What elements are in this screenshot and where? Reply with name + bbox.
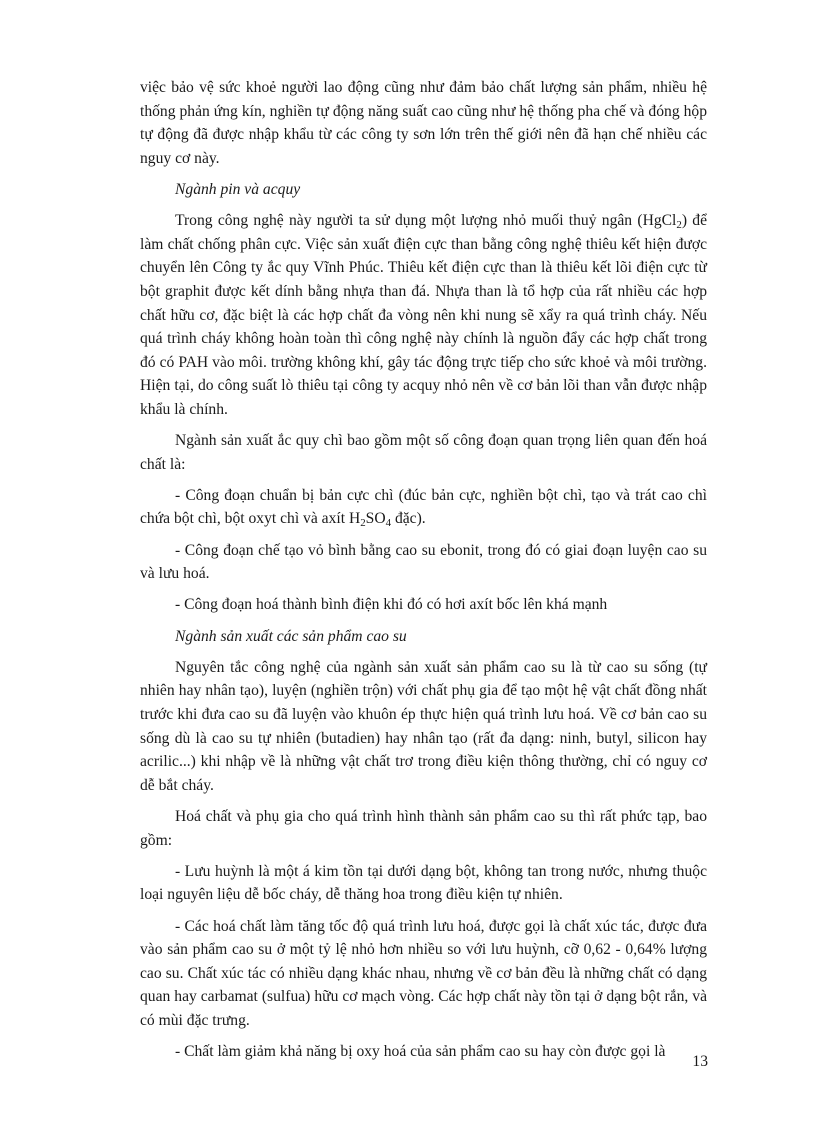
paragraph: Ngành sản xuất ắc quy chì bao gồm một số công đoạn quan trọng liên quan đến hoá chất là: <box>140 432 707 473</box>
list-item: - Chất làm giảm khả năng bị oxy hoá của sản phẩm cao su hay còn được gọi là <box>175 1043 666 1061</box>
list-item: - Công đoạn hoá thành bình điện khi đó có hơi axít bốc lên khá mạnh <box>175 596 608 614</box>
list-item: - Các hoá chất làm tăng tốc độ quá trình lưu hoá, được gọi là chất xúc tác, được đưa vào sản phẩm cao su ở một tỷ lệ nhỏ hơn nhiều so với lưu huỳnh, cỡ 0,62 - 0,64% lượng cao su. Chất xúc tác có nhiều dạng khác nhau, nhưng về cơ bản đều là những chất có dạng quan hay carbamat (sulfua) hữu cơ mạch vòng. Các hợp chất này tồn tại ở dạng bột rắn, và có mùi đặc trưng. <box>140 917 707 1029</box>
list-item: - Công đoạn chế tạo vỏ bình bằng cao su ebonit, trong đó có giai đoạn luyện cao su và lưu hoá. <box>140 541 707 583</box>
paragraph: Nguyên tắc công nghệ của ngành sản xuất sản phẩm cao su là từ cao su sống (tự nhiên hay nhân tạo), luyện (nghiền trộn) với chất phụ gia để tạo một hệ vật chất đồng nhất trước khi đưa cao su đã luyện vào khuôn ép thực hiện quá trình lưu hoá. Về cơ bản cao su sống dù là cao su tự nhiên (butadien) hay nhân tạo (rất đa dạng: ninh, butyl, silicon hay acrilic...) khi nhập về là những vật chất trơ trong điều kiện thông thường, chỉ có nguy cơ dễ bắt cháy. <box>140 658 707 794</box>
section-heading: Ngành pin và acquy <box>175 180 301 198</box>
paragraph: Hoá chất và phụ gia cho quá trình hình thành sản phẩm cao su thì rất phức tạp, bao gồm: <box>140 807 707 849</box>
section-heading: Ngành sản xuất các sản phẩm cao su <box>175 627 407 645</box>
paragraph: Trong công nghệ này người ta sử dụng một lượng nhỏ muối thuỷ ngân (HgCl$_2$) để làm chất chống phân cực. Việc sản xuất điện cực than bằng công nghệ thiêu kết hiện được chuyển lên Công ty ắc quy Vĩnh Phúc. Thiêu kết điện cực than là thiêu kết lõi điện cực từ bột graphit được kết dính bằng nhựa than đá. Nhựa than là tổ hợp của rất nhiều các hợp chất hữu cơ, đặc biệt là các hợp chất đa vòng nên khi nung sẽ xẩy ra quá trình cháy. Nếu quá trình cháy không hoàn toàn thì công nghệ này chính là nguồn đẩy các hợp chất trong đó có PAH vào môi. trường không khí, gây tác động trực tiếp cho sức khoẻ và môi trường. Hiện tại, do công suất lò thiêu tại công ty acquy nhỏ nên về cơ bản lõi than vẫn được nhập khẩu là chính. <box>140 212 707 418</box>
page-number: 13 <box>692 1053 708 1070</box>
list-item: - Công đoạn chuẩn bị bản cực chì (đúc bản cực, nghiền bột chì, tạo và trát cao chì chứa bột chì, bột oxyt chì và axít $H_2SO_4$ đặc). <box>140 486 707 530</box>
page-body <box>140 76 707 1071</box>
paragraph: việc bảo vệ sức khoẻ người lao động cũng như đảm bảo chất lượng sản phẩm, nhiều hệ thống phản ứng kín, nghiền tự động năng suất cao cũng như hệ thống pha chế và đóng hộp tự động đã được nhập khẩu từ các công ty sơn lớn trên thế giới nên đã hạn chế nhiều các nguy cơ này. <box>140 79 707 167</box>
list-item: - Lưu huỳnh là một á kim tồn tại dưới dạng bột, không tan trong nước, nhưng thuộc loại nguyên liệu dễ bốc cháy, dễ thăng hoa trong điều kiện tự nhiên. <box>140 862 707 904</box>
